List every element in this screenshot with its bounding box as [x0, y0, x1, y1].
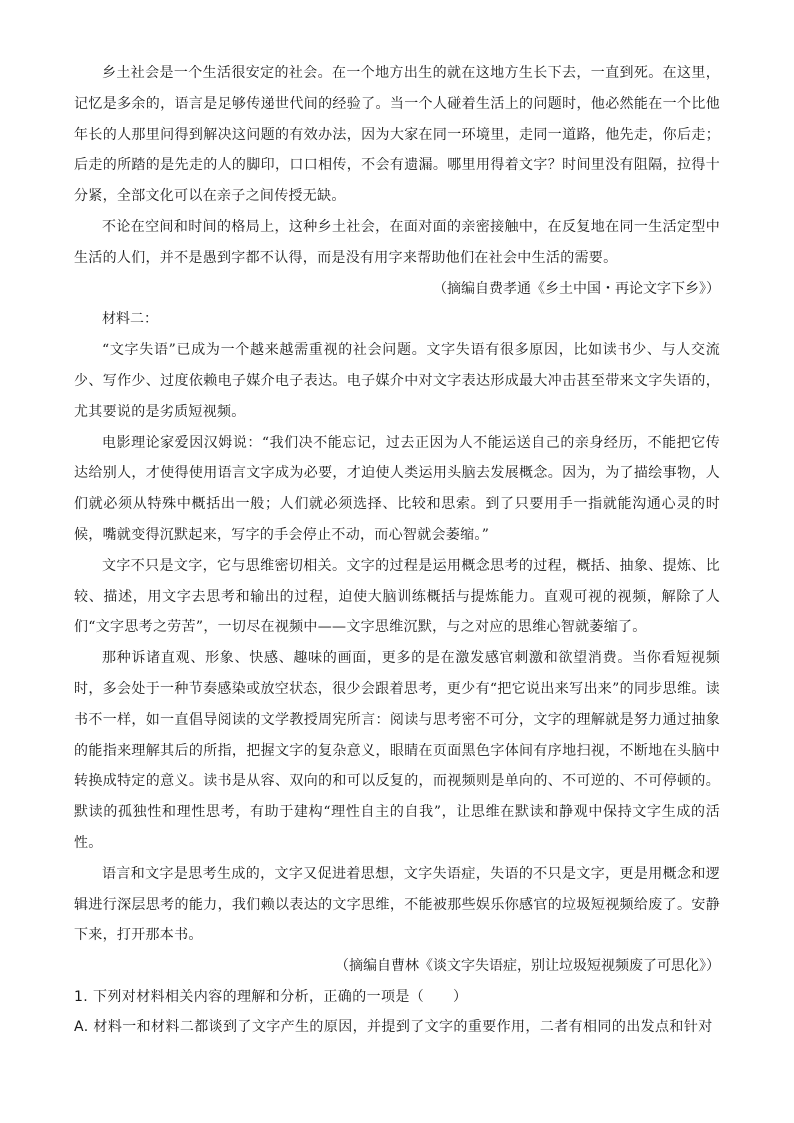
material1-paragraph-2: 不论在空间和时间的格局上，这种乡土社会，在面对面的亲密接触中，在反复地在同一生活定型中生活的人们，并不是愚到字都不认得，而是没有用字来帮助他们在社会中生活的需要。 — [74, 218, 720, 266]
material2-paragraph-1: “文字失语”已成为一个越来越需重视的社会问题。文字失语有很多原因，比如读书少、与人交流少、写作少、过度依赖电子媒介电子表达。电子媒介中对文字表达形成最大冲击甚至带来文字失语的，尤其要说的是劣质短视频。 — [74, 342, 720, 420]
question-1-stem: 1. 下列对材料相关内容的理解和分析，正确的一项是（ ） — [74, 988, 468, 1005]
material2-paragraph-3: 文字不只是文字，它与思维密切相关。文字的过程是运用概念思考的过程，概括、抽象、提炼、比较、描述，用文字去思考和输出的过程，迫使大脑训练概括与提炼能力。直观可视的视频，解除了人们“文字思考之劳苦”，一切尽在视频中——文字思维沉默，与之对应的思维心智就萎缩了。 — [74, 557, 720, 636]
material1-source: （摘编自费孝通《乡土中国・再论文字下乡》） — [433, 280, 720, 297]
material2-paragraph-5: 语言和文字是思考生成的，文字又促进着思想，文字失语症，失语的不只是文字，更是用概念和逻辑进行深层思考的能力，我们赖以表达的文字思维，不能被那些娱乐你感官的垃圾短视频给废了。安静下来，打开那本书。 — [74, 865, 720, 944]
material1-paragraph-1: 乡土社会是一个生活很安定的社会。在一个地方出生的就在这地方生长下去，一直到死。在这里，记忆是多余的，语言是足够传递世代间的经验了。当一个人碰着生活上的问题时，他必然能在一个比他年长的人那里问得到解决这问题的有效办法，因为大家在同一环境里，走同一道路，他先走，你后走；后走的所踏的是先走的人的脚印，口口相传，不会有遗漏。哪里用得着文字？时间里没有阻隔，拉得十分紧，全部文化可以在亲子之间传授无缺。 — [74, 65, 720, 205]
material2-source: （摘编自曹林《谈文字失语症，别让垃圾短视频废了可思化》） — [335, 958, 720, 975]
material2-paragraph-2: 电影理论家爱因汉姆说：“我们决不能忘记，过去正因为人不能运送自己的亲身经历，不能把它传达给别人，才使得使用语言文字成为必要，才迫使人类运用头脑去发展概念。因为，为了描绘事物，人们就必须从特殊中概括出一般；人们就必须选择、比较和思索。到了只要用手一指就能沟通心灵的时候，嘴就变得沉默起来，写字的手会停止不动，而心智就会萎缩。” — [74, 434, 720, 543]
material2-paragraph-4: 那种诉诸直观、形象、快感、趣味的画面，更多的是在激发感官刺激和欲望消费。当你看短视频时，多会处于一种节奏感染或放空状态，很少会跟着思考，更少有“把它说出来写出来”的同步思维。读书不一样，如一直倡导阅读的文学教授周宪所言：阅读与思考密不可分，文字的理解就是努力通过抽象的能指来理解其后的所指，把握文字的复杂意义，眼睛在页面黑色字体间有序地扫视，不断地在头脑中转换成特定的意义。读书是从容、双向的和可以反复的，而视频则是单向的、不可逆的、不可停顿的。默读的孤独性和理性思考，有助于建构“理性自主的自我”，让思维在默读和静观中保持文字生成的活性。 — [74, 650, 720, 851]
reading-passage — [74, 58, 720, 1042]
material2-label: 材料二： — [102, 311, 158, 328]
question-1-option-a: A. 材料一和材料二都谈到了文字产生的原因，并提到了文字的重要作用，二者有相同的出发点和针对 — [74, 1018, 713, 1035]
